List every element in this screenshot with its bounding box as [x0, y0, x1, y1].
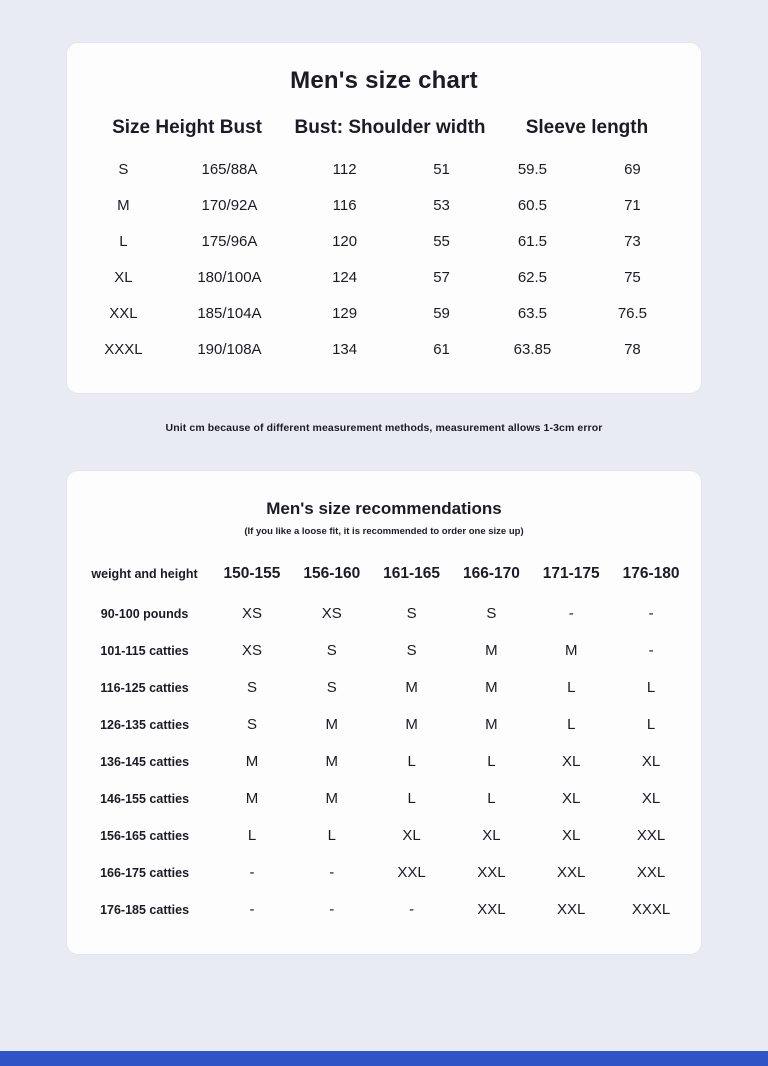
height-range-header: 176-180 — [622, 565, 680, 583]
cell: XL — [641, 790, 661, 808]
cell: M — [485, 642, 498, 660]
cell: XL — [641, 753, 661, 771]
cell: 112 — [332, 161, 357, 178]
header-size-height-bust: Size Height Bust — [112, 117, 262, 138]
cell: L — [407, 753, 416, 771]
weight-label: 136-145 catties — [100, 754, 190, 769]
cell: XL — [562, 753, 581, 771]
cell: M — [325, 790, 339, 808]
cell: M — [245, 790, 259, 808]
cell: L — [247, 827, 257, 845]
cell: XXL — [477, 864, 506, 882]
cell: 53 — [433, 197, 450, 214]
cell: S — [246, 679, 257, 697]
cell: S — [326, 679, 337, 697]
size-row-m — [81, 187, 687, 223]
cell: 170/92A — [201, 197, 258, 214]
cell: 63.5 — [517, 305, 548, 322]
rec-row — [77, 780, 691, 817]
cell: 116 — [332, 197, 357, 214]
height-range-header: 171-175 — [542, 565, 600, 583]
cell: XXL — [397, 864, 426, 882]
cell: L — [646, 679, 656, 697]
header-sleeve-length: Sleeve length — [525, 117, 649, 138]
cell: M — [245, 753, 259, 771]
page — [0, 42, 768, 1066]
recommendations-header-row — [77, 553, 691, 595]
cell: 60.5 — [517, 197, 548, 214]
weight-label: 166-175 catties — [100, 865, 190, 880]
cell: 175/96A — [201, 233, 258, 250]
cell: M — [485, 716, 498, 734]
rec-row — [77, 595, 691, 632]
recommendations-card — [66, 470, 702, 955]
cell: XL — [402, 827, 421, 845]
cell: - — [249, 864, 255, 882]
cell: L — [327, 827, 336, 845]
cell: - — [329, 901, 335, 919]
cell: XS — [241, 642, 262, 660]
cell: XS — [321, 605, 342, 623]
cell: S — [486, 605, 497, 623]
cell: XL — [562, 790, 581, 808]
cell: 61.5 — [517, 233, 548, 250]
cell: L — [567, 716, 576, 734]
cell: 134 — [332, 341, 358, 358]
cell: 78 — [624, 341, 641, 358]
cell: XXL — [557, 864, 586, 882]
cell: - — [249, 901, 255, 919]
rec-row — [77, 632, 691, 669]
weight-label: 101-115 catties — [100, 643, 189, 658]
rec-row — [77, 854, 691, 891]
weight-label: 116-125 catties — [100, 680, 189, 695]
cell: - — [568, 605, 574, 623]
weight-label: 90-100 pounds — [100, 606, 189, 621]
header-bust-shoulder-width: Bust: Shoulder width — [294, 117, 486, 138]
cell: - — [648, 642, 654, 660]
cell: 180/100A — [197, 269, 262, 286]
cell: 129 — [332, 305, 358, 322]
cell: 190/108A — [197, 341, 262, 358]
cell: L — [487, 753, 496, 771]
weight-label: 156-165 catties — [100, 828, 190, 843]
cell: 71 — [624, 197, 641, 214]
size-chart-card — [66, 42, 702, 394]
cell: 124 — [332, 269, 358, 286]
cell: 61 — [433, 341, 450, 358]
cell: XL — [562, 827, 581, 845]
recommendations-title: Men's size recommendations — [266, 499, 502, 518]
cell: S — [406, 605, 417, 623]
cell: 59.5 — [517, 161, 548, 178]
cell: 76.5 — [617, 305, 648, 322]
height-range-header: 161-165 — [383, 565, 441, 583]
rec-row — [77, 891, 691, 928]
height-range-header: 150-155 — [223, 565, 281, 583]
cell: 57 — [433, 269, 450, 286]
cell: XXXL — [631, 901, 671, 919]
cell: 165/88A — [201, 161, 258, 178]
cell: - — [409, 901, 415, 919]
cell: XXL — [109, 305, 138, 322]
cell: M — [405, 679, 418, 697]
cell: 73 — [624, 233, 641, 250]
cell: XL — [482, 827, 501, 845]
cell: M — [325, 753, 339, 771]
recommendations-subtitle: (If you like a loose fit, it is recommended to order one size up) — [244, 526, 524, 537]
cell: 62.5 — [517, 269, 548, 286]
weight-label: 176-185 catties — [100, 902, 190, 917]
cell: L — [119, 233, 128, 250]
size-chart-title: Men's size chart — [290, 67, 478, 94]
size-chart-header-row — [81, 107, 687, 151]
cell: 59 — [433, 305, 450, 322]
cell: M — [485, 679, 498, 697]
cell: S — [118, 161, 129, 178]
size-row-s — [81, 151, 687, 187]
cell: L — [646, 716, 656, 734]
cell: L — [487, 790, 496, 808]
rec-row — [77, 669, 691, 706]
recommendations-table — [77, 553, 691, 928]
weight-label: 146-155 catties — [100, 791, 190, 806]
cell: L — [407, 790, 416, 808]
cell: XL — [114, 269, 133, 286]
cell: XS — [241, 605, 262, 623]
cell: 185/104A — [197, 305, 262, 322]
cell: S — [406, 642, 417, 660]
cell: S — [326, 642, 337, 660]
cell: L — [567, 679, 576, 697]
rec-row — [77, 817, 691, 854]
cell: S — [246, 716, 257, 734]
size-row-xxl — [81, 295, 687, 331]
cell: - — [329, 864, 335, 882]
cell: M — [405, 716, 418, 734]
cell: - — [648, 605, 654, 623]
cell: 75 — [624, 269, 641, 286]
size-row-xl — [81, 259, 687, 295]
bottom-accent-bar — [0, 1051, 768, 1066]
cell: XXL — [557, 901, 586, 919]
cell: XXXL — [104, 341, 143, 358]
cell: XXL — [477, 901, 506, 919]
cell: M — [564, 642, 578, 660]
cell: XXL — [636, 827, 666, 845]
measurement-note: Unit cm because of different measurement methods, measurement allows 1-3cm error — [165, 422, 603, 434]
cell: 120 — [332, 233, 358, 250]
cell: 69 — [624, 161, 641, 178]
height-range-header: 166-170 — [462, 565, 520, 583]
cell: 51 — [433, 161, 450, 178]
cell: 55 — [433, 233, 450, 250]
cell: XXL — [636, 864, 666, 882]
cell: M — [325, 716, 339, 734]
height-range-header: 156-160 — [303, 565, 361, 583]
cell: M — [117, 197, 130, 214]
size-chart-table — [81, 107, 687, 367]
weight-label: 126-135 catties — [100, 717, 190, 732]
rec-row — [77, 743, 691, 780]
cell: 63.85 — [513, 341, 552, 358]
size-row-xxxl — [81, 331, 687, 367]
weight-and-height-label: weight and height — [91, 567, 198, 582]
rec-row — [77, 706, 691, 743]
size-row-l — [81, 223, 687, 259]
